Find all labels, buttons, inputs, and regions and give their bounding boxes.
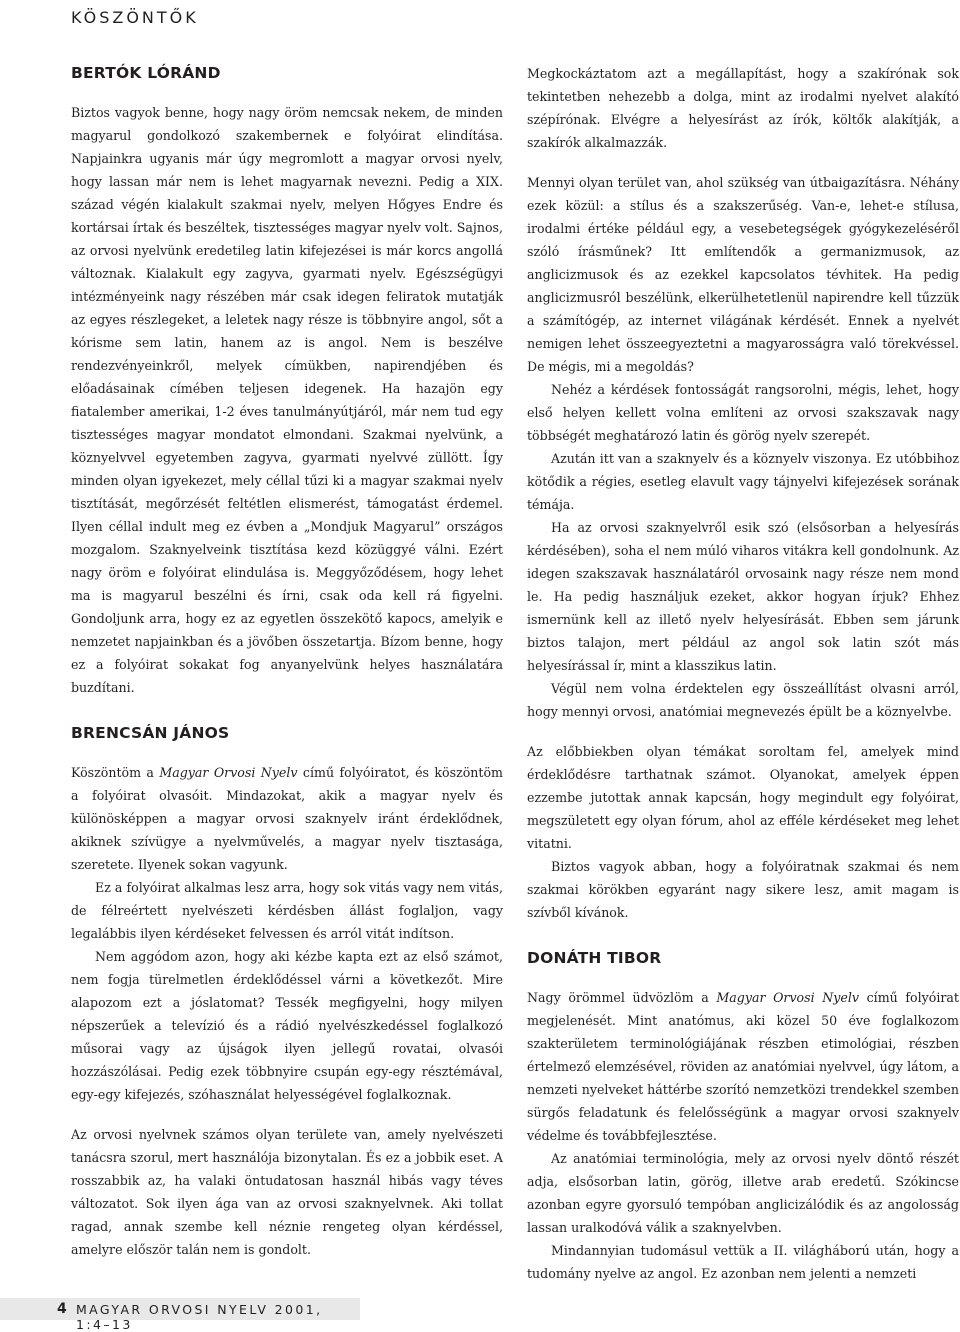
paragraph: Ez a folyóirat alkalmas lesz arra, hogy sok vitás vagy nem vitás, de félreértett nyelvészeti kérdésben állást foglaljon, vagy legalábbis ilyen kérdéseket felvessen és arról vitát indítson. <box>71 880 503 941</box>
paragraph: Nem aggódom azon, hogy aki kézbe kapta ezt az első számot, nem fogja türelmetlen érdeklődéssel várni a következőt. Mire alapozom ezt a jóslatomat? Tessék megfigyelni, hogy milyen népszerűek a televízió és a rádió nyelvészkedéssel foglalkozó műsorai vagy az újságok ilyen jellegű rovatai, olvasói hozzászólásai. Pedig ezek többnyire csupán egy-egy résztémával, egy-egy kifejezés, szóhasználat helyességével foglalkoznak. <box>71 949 503 1102</box>
paragraph: Ha az orvosi szaknyelvről esik szó (elsősorban a helyesírás kérdésében), soha el nem múló viharos vitákra kell gondolnunk. Az idegen szakszavak használatáról orvosaink nagy része nem mond le. Ha pedig használjuk ezeket, akkor hogyan írjuk? Ehhez ismernünk kell az illető nyelv helyesírását. Ebben sem járunk biztos talajon, mert például az angol sok latin szót más helyesírással ír, mint a klasszikus latin. <box>527 520 959 673</box>
paragraph: Az orvosi nyelvnek számos olyan területe van, amely nyelvészeti tanácsra szorul, mert használója bizonytalan. És ez a jobbik eset. A rosszabbik az, ha valaki öntudatosan használ hibás vagy téves változatot. Sok ilyen ága van az orvosi szaknyelvnek. Aki tollat ragad, annak szembe kell néznie rengeteg olyan kérdéssel, amelyre először talán nem is gondolt. <box>71 1127 503 1257</box>
paragraph <box>527 986 959 1147</box>
text-run: című folyóirat megjelenését. Mint anatómus, aki közel 50 éve foglalkozom szakterületem terminológiájának részben etimológiai, részben értelmező elemzésével, röviden az anatómiai nyelvvel, úgy látom, a nemzeti nyelveket háttérbe szorító nemzetközi trendekkel szemben sürgős feladatunk és felelősségünk a magyar orvosi szaknyelv védelme és továbbfejlesztése. <box>527 990 959 1143</box>
left-column <box>71 62 503 1261</box>
paragraph: Mennyi olyan terület van, ahol szükség van útbaigazításra. Néhány ezek közül: a stílus és a szakszerűség. Van-e, lehet-e stílusa, irodalmi értéke például egy, a vesebetegségek gyógykezeléséről szóló írásműnek? Itt említendők a germanizmusok, az anglicizmusok és az ezekkel kapcsolatos tévhitek. Ha pedig anglicizmusról beszélünk, elkerülhetetlenül napirendre kell tűzzük a számítógép, az internet világának kérdését. Ennek a nyelvét nemigen lehet összeegyeztetni a magyarosságra való törekvéssel. De mégis, mi a megoldás? <box>527 175 959 374</box>
paragraph: Azután itt van a szaknyelv és a köznyelv viszonya. Ez utóbbihoz kötődik a régies, esetleg elavult vagy tájnyelvi kifejezések sorának témája. <box>527 451 959 512</box>
paragraph: Az anatómiai terminológia, mely az orvosi nyelv döntő részét adja, elsősorban latin, görög, illetve arab eredetű. Szókincse azonban egyre gyorsuló tempóban anglicizálódik és az angolosság lassan uralkodóvá válik a szaknyelvben. <box>527 1151 959 1235</box>
paragraph <box>71 761 503 876</box>
journal-title-italic: Magyar Orvosi Nyelv <box>159 765 298 780</box>
paragraph: Végül nem volna érdektelen egy összeállítást olvasni arról, hogy mennyi orvosi, anatómiai megnevezés épült be a köznyelvbe. <box>527 681 959 719</box>
text-run: című folyóiratot, és köszöntöm a folyóirat olvasóit. Mindazokat, akik a magyar nyelv és különösképpen a magyar orvosi szaknyelv iránt érdeklődnek, akiknek szívügye a nyelvművelés, a magyar nyelv tisztasága, szeretete. Ilyenek sokan vagyunk. <box>71 765 503 872</box>
right-column <box>527 62 959 1285</box>
paragraph: Nehéz a kérdések fontosságát rangsorolni, mégis, lehet, hogy első helyen kellett volna említeni az orvosi szakszavak nagy többségét meghatározó latin és görög nyelv szerepét. <box>527 382 959 443</box>
text-run: Köszöntöm a <box>71 765 160 780</box>
journal-citation: MAGYAR ORVOSI NYELV 2001, 1:4–13 <box>76 1302 323 1332</box>
paragraph: Megkockáztatom azt a megállapítást, hogy a szakírónak sok tekintetben nehezebb a dolga, mint az irodalmi nyelvet alakító szépírónak. Elvégre a helyesírást az írók, költők alakítják, a szakírók alkalmazzák. <box>527 66 959 150</box>
page-footer <box>0 1298 360 1332</box>
heading-donath: DONÁTH TIBOR <box>527 949 662 967</box>
page-number: 4 <box>57 1301 67 1317</box>
heading-bertok: BERTÓK LÓRÁND <box>71 64 221 82</box>
section-label: KÖSZÖNTŐK <box>71 8 199 27</box>
text-run: Nagy örömmel üdvözlöm a <box>527 990 717 1005</box>
heading-brencsan: BRENCSÁN JÁNOS <box>71 724 230 742</box>
paragraph: Az előbbiekben olyan témákat soroltam fel, amelyek mind érdeklődésre tarthatnak számot. Olyanokat, amelyek éppen ezzembe jutottak annak kapcsán, hogy megindult egy folyóirat, megszületett egy olyan fórum, ahol az efféle kérdéseket meg lehet vitatni. <box>527 744 959 851</box>
paragraph: Biztos vagyok benne, hogy nagy öröm nemcsak nekem, de minden magyarul gondolkozó szakembernek e folyóirat elindítása. Napjainkra ugyanis már úgy megromlott a magyar orvosi nyelv, hogy lassan már nem is lehet magyarnak nevezni. Pedig a XIX. század végén kialakult szakmai nyelv, melyen Hőgyes Endre és kortársai írtak és beszéltek, tisztességes magyar nyelv volt. Sajnos, az orvosi nyelvünk eredetileg latin kifejezései is már korcs angollá változnak. Kialakult egy zagyva, gyarmati nyelv. Egészségügyi intézményeink nagy részében már csak idegen feliratok mutatják az egyes részlegeket, a leletek nagy része is többnyire angol, sőt a kórisme sem latin, hanem az is angol. Nem is beszélve rendezvényeinkről, melyek címükben, napirendjében és előadásainak címében teljesen idegenek. Ha hazajön egy fiatalember amerikai, 1-2 éves tanulmányútjáról, már nem tud egy tisztességes magyar mondatot elmondani. Szakmai nyelvünk, a köznyelvvel egyetemben zagyva, gyarmati nyelvvé züllött. Így minden olyan igyekezet, mely céllal tűzi ki a magyar szakmai nyelv tisztítását, megőrzését feltétlen elismerést, támogatást érdemel. Ilyen céllal indult meg ez évben a „Mondjuk Magyarul” országos mozgalom. Szaknyelveink tisztítása kezd közüggyé válni. Ezért nagy öröm e folyóirat elindulása is. Meggyőződésem, hogy lehet ma is magyarul beszélni és írni, csak oda kell rá figyelni. Gondoljunk arra, hogy ez az egyetlen összekötő kapocs, amelyik e nemzetet napjainkban és a jövőben összetartja. Bízom benne, hogy ez a folyóirat sokakat fog anyanyelvünk helyes használatára buzdítani. <box>71 105 503 695</box>
paragraph: Biztos vagyok abban, hogy a folyóiratnak szakmai és nem szakmai körökben egyaránt nagy sikere lesz, amit magam is szívből kívánok. <box>527 859 959 920</box>
paragraph: Mindannyian tudomásul vettük a II. világháború után, hogy a tudomány nyelve az angol. Ez azonban nem jelenti a nemzeti <box>527 1243 959 1281</box>
journal-title-italic: Magyar Orvosi Nyelv <box>716 990 859 1005</box>
